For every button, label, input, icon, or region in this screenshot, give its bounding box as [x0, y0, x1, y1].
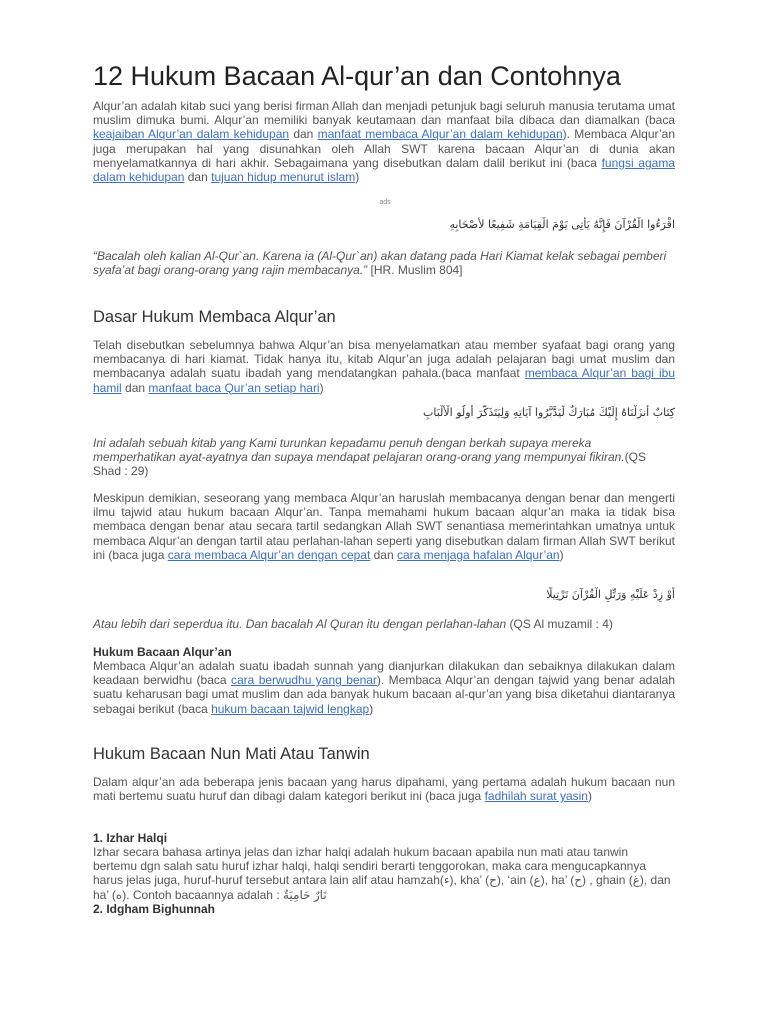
link-manfaat-membaca-alquran[interactable]: manfaat membaca Alqur’an dalam kehidupan — [317, 127, 563, 142]
section-heading-nun-mati: Hukum Bacaan Nun Mati Atau Tanwin — [93, 745, 370, 763]
hukum-bacaan-paragraph: Membaca Alqur’an adalah suatu ibadah sunnah yang dianjurkan dilakukan dan sebaiknya dilakukan dalam keadaan berwidhu (baca cara berwudhu yang benar). Membaca Alqur’an dengan tajwid yang benar adalah suatu keharusan bagi umat muslim dan ada banyak hukum bacaan al-qur’an yang bisa diketahui diantaranya sebagai berikut (baca hukum bacaan tajwid lengkap) — [93, 659, 676, 716]
muzamil-4-translation: Atau lebih dari seperdua itu. Dan bacalah Al Quran itu dengan perlahan-lahan (QS Al muzamil : 4) — [93, 617, 613, 631]
item-heading-izhar-halqi: 1. Izhar Halqi — [93, 831, 168, 845]
link-tujuan-hidup[interactable]: tujuan hidup menurut islam — [211, 170, 356, 185]
section-heading-dasar-hukum: Dasar Hukum Membaca Alqur’an — [93, 308, 336, 326]
izhar-halqi-paragraph: Izhar secara bahasa artinya jelas dan izhar halqi adalah hukum bacaan apabila nun mati atau tanwin bertemu dgn salah satu huruf izhar halqi, halqi sendiri berarti tenggorokan, maka cara mengucapkannya harus jelas juga, huruf-huruf tersebut antara lain alif atau hamzah(ء), kha’ (ح), ‘ain (ع), ha’ (ح) , ghain (غ), dan ha’ (ه). Contoh bacaannya adalah : نَارٌ حَامِيَةٌ — [93, 845, 671, 902]
link-cara-menjaga-hafalan[interactable]: cara menjaga hafalan Alqur’an — [397, 547, 560, 562]
link-cara-membaca-cepat[interactable]: cara membaca Alqur’an dengan cepat — [167, 547, 371, 562]
ads-label: ads — [379, 199, 391, 206]
arabic-muzamil-4: أَوْ زِدْ عَلَيْهِ وَرَتِّلِ الْقُرْآنَ تَرْتِيلًا — [546, 588, 675, 601]
link-cara-berwudhu[interactable]: cara berwudhu yang benar — [230, 673, 377, 688]
nun-mati-paragraph: Dalam alqur’an ada beberapa jenis bacaan yang harus dipahami, yang pertama adalah hukum bacaan nun mati bertemu suatu huruf dan dibagi dalam kategori berikut ini (baca juga fadhilah surat yasin) — [93, 775, 675, 804]
intro-paragraph: Alqur’an adalah kitab suci yang berisi firman Allah dan menjadi petunjuk bagi seluruh manusia terutama umat muslim dimuka bumi. Alqur’an memiliki banyak keutamaan dan manfaat bila dibaca dan diamalkan (baca keajaiban Alqur’an dalam kehidupan dan manfaat membaca Alqur’an dalam kehidupan). Membaca Alqur’an juga merupakan hal yang disunahkan oleh Allah SWT karena bacaan Alqur’an di dunia akan menyelamatkannya di hari akhir. Sebagaimana yang disebutkan dalam dalil berikut ini (baca fungsi agama dalam kehidupan dan tujuan hidup menurut islam) — [93, 99, 675, 185]
link-hukum-bacaan-tajwid[interactable]: hukum bacaan tajwid lengkap — [211, 701, 370, 716]
shad-29-translation: Ini adalah sebuah kitab yang Kami turunkan kepadamu penuh dengan berkah supaya mereka memperhatikan ayat-ayatnya dan supaya mendapat pelajaran orang-orang yang mempunyai fikiran.(QS Shad : 29) — [93, 436, 646, 479]
tajwid-paragraph: Meskipun demikian, seseorang yang membaca Alqur’an haruslah membacanya dengan benar dan mengerti ilmu tajwid atau hukum bacaan Alqur’an. Tanpa memahami hukum bacaan alqur’an maka ia tidak bisa membaca dengan benar atau secara tartil sedangkan Allah SWT senantiasa memerintahkan umatnya untuk membaca Alqur’an dengan tartil atau perlahan-lahan seperti yang disebutkan dalam firman Allah SWT berikut ini (baca juga cara membaca Alqur’an dengan cepat dan cara menjaga hafalan Alqur’an) — [93, 491, 675, 562]
link-fungsi-agama[interactable]: fungsi agama dalam kehidupan — [93, 155, 675, 185]
link-fadhilah-yasin[interactable]: fadhilah surat yasin — [484, 789, 588, 804]
arabic-shad-29: كِتَابٌ أَنزَلْنَاهُ إِلَيْكَ مُبَارَكٌ لِّيَدَّبَّرُوا آيَاتِهِ وَلِيَتَذَكَّرَ أُولُو الْأَلْبَابِ — [422, 406, 675, 419]
arabic-hadith: اقْرَءُوا الْقُرْآنَ فَإِنَّهُ يَأْتِى يَوْمَ الْقِيَامَةِ شَفِيعًا لأَصْحَابِهِ — [449, 218, 675, 231]
subheading-hukum-bacaan: Hukum Bacaan Alqur’an — [93, 645, 232, 659]
page-title: 12 Hukum Bacaan Al-qur’an dan Contohnya — [93, 61, 621, 91]
link-keajaiban-alquran[interactable]: keajaiban Alqur’an dalam kehidupan — [93, 127, 290, 142]
link-membaca-alquran-ibu-hamil[interactable]: membaca Alqur’an bagi ibu hamil — [93, 366, 675, 395]
item-heading-idgham-bighunnah: 2. Idgham Bighunnah — [93, 902, 215, 916]
dasar-hukum-paragraph: Telah disebutkan sebelumnya bahwa Alqur’an bisa menyelamatkan atau member syafaat bagi orang yang membacanya di hari kiamat. Tidak hanya itu, kitab Alqur’an juga adalah pelajaran bagi umat muslim dan membacanya adalah suatu ibadah yang mendatangkan pahala.(baca manfaat membaca Alqur’an bagi ibu hamil dan manfaat baca Qur’an setiap hari) — [93, 338, 675, 395]
link-manfaat-baca-quran[interactable]: manfaat baca Qur’an setiap hari — [148, 380, 320, 395]
hadith-translation: “Bacalah oleh kalian Al-Qur`an. Karena ia (Al-Qur`an) akan datang pada Hari Kiamat kelak sebagai pemberi syafa’at bagi orang-orang yang rajin membacanya.” [HR. Muslim 804] — [93, 249, 667, 278]
